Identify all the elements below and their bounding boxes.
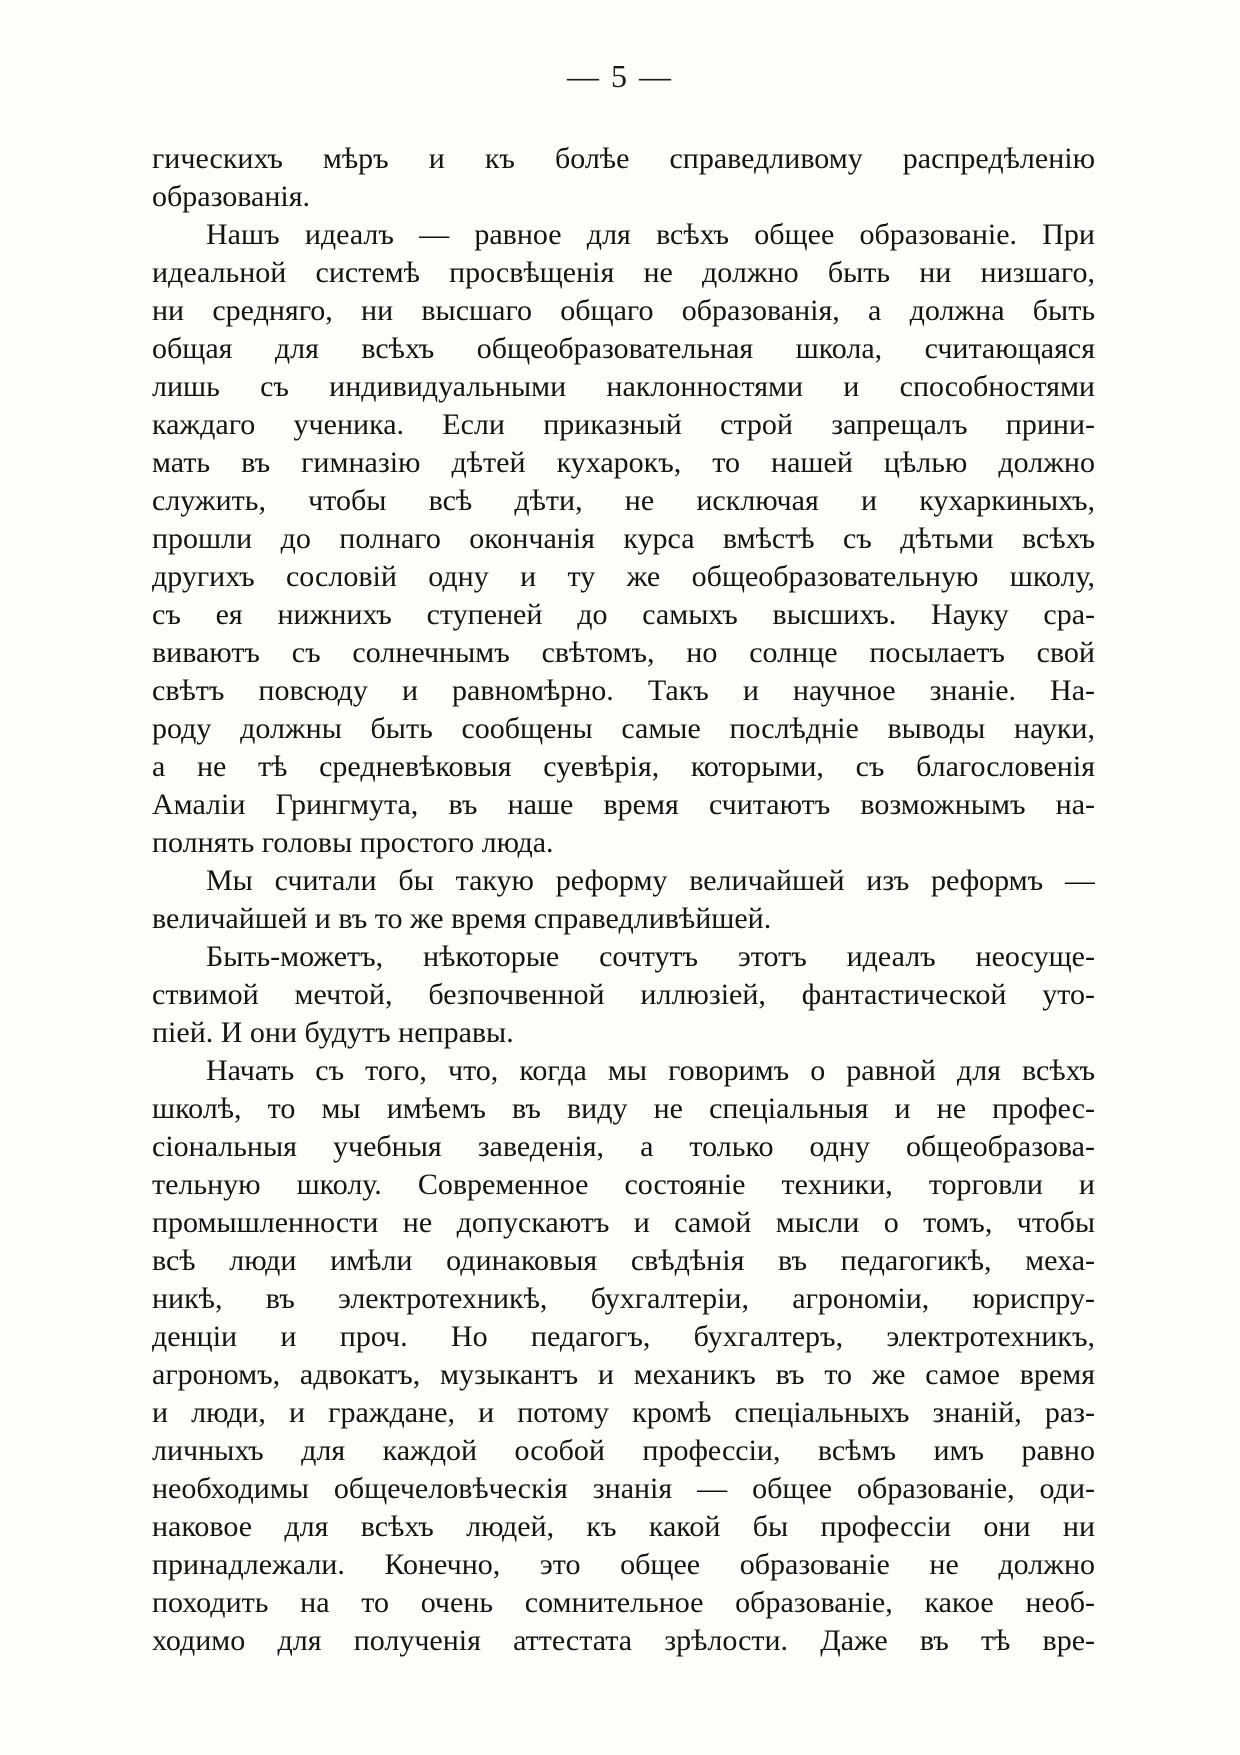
page-number: — 5 — [567, 58, 673, 94]
body-text [152, 140, 1095, 1660]
text-line: полнять головы простого люда. [152, 826, 554, 859]
text-line: промышленности не допускаютъ и самой мысли о томъ, чтобы [152, 1206, 1095, 1239]
text-line: Начать съ того, что, когда мы говоримъ о равной для всѣхъ [206, 1054, 1095, 1087]
text-line: другихъ сословій одну и ту же общеобразовательную школу, [152, 560, 1095, 593]
text-line: каждаго ученика. Если приказный строй запрещалъ прини- [152, 408, 1095, 441]
text-line: гическихъ мѣръ и къ болѣе справедливому распредѣленію [152, 142, 1095, 175]
text-line: виваютъ съ солнечнымъ свѣтомъ, но солнце посылаетъ свой [152, 636, 1095, 669]
text-line: денціи и проч. Но педагогъ, бухгалтеръ, электротехникъ, [152, 1320, 1095, 1353]
text-line: а не тѣ средневѣковыя суевѣрія, которыми, съ благословенія [152, 750, 1095, 783]
text-line: Амаліи Грингмута, въ наше время считаютъ возможнымъ на- [152, 788, 1095, 821]
text-line: лишь съ индивидуальными наклонностями и способностями [152, 370, 1095, 403]
text-line: никѣ, въ электротехникѣ, бухгалтеріи, агрономіи, юриспру- [152, 1282, 1095, 1315]
text-line: всѣ люди имѣли одинаковыя свѣдѣнія въ педагогикѣ, меха- [152, 1244, 1095, 1277]
text-line: ходимо для полученія аттестата зрѣлости. Даже въ тѣ вре- [152, 1624, 1095, 1657]
text-line: образованія. [152, 180, 311, 213]
text-line: личныхъ для каждой особой профессіи, всѣмъ имъ равно [152, 1434, 1095, 1467]
text-line: тельную школу. Современное состояніе техники, торговли и [152, 1168, 1095, 1201]
text-line: роду должны быть сообщены самые послѣдніе выводы науки, [152, 712, 1095, 745]
text-line: мать въ гимназію дѣтей кухарокъ, то нашей цѣлью должно [152, 446, 1095, 479]
text-line: Быть-можетъ, нѣкоторые сочтутъ этотъ идеалъ неосуще- [206, 940, 1095, 973]
text-line: идеальной системѣ просвѣщенія не должно быть ни низшаго, [152, 256, 1095, 289]
text-line: служить, чтобы всѣ дѣти, не исключая и кухаркиныхъ, [152, 484, 1095, 517]
text-line: общая для всѣхъ общеобразовательная школа, считающаяся [152, 332, 1095, 365]
text-line: наковое для всѣхъ людей, къ какой бы профессіи они ни [152, 1510, 1095, 1543]
text-line: свѣтъ повсюду и равномѣрно. Такъ и научное знаніе. На- [152, 674, 1095, 707]
text-line: школѣ, то мы имѣемъ въ виду не спеціальныя и не профес- [152, 1092, 1095, 1125]
text-line: необходимы общечеловѣческія знанія — общее образованіе, оди- [152, 1472, 1095, 1505]
text-line: и люди, и граждане, и потому кромѣ спеціальныхъ знаній, раз- [152, 1396, 1095, 1429]
text-line: прошли до полнаго окончанія курса вмѣстѣ съ дѣтьми всѣхъ [152, 522, 1095, 555]
text-line: сіональныя учебныя заведенія, а только одну общеобразова- [152, 1130, 1095, 1163]
text-line: принадлежали. Конечно, это общее образованіе не должно [152, 1548, 1095, 1581]
text-line: піей. И они будутъ неправы. [152, 1016, 514, 1049]
text-line: съ ея нижнихъ ступеней до самыхъ высшихъ. Науку сра- [152, 598, 1095, 631]
text-line: Мы считали бы такую реформу величайшей изъ реформъ — [206, 864, 1095, 897]
text-line: Нашъ идеалъ — равное для всѣхъ общее образованіе. При [206, 218, 1095, 251]
text-line: величайшей и въ то же время справедливѣйшей. [152, 902, 772, 935]
text-line: ствимой мечтой, безпочвенной иллюзіей, фантастической уто- [152, 978, 1095, 1011]
text-line: ни средняго, ни высшаго общаго образованія, а должна быть [152, 294, 1095, 327]
text-line: агрономъ, адвокатъ, музыкантъ и механикъ въ то же самое время [152, 1358, 1095, 1391]
text-line: походить на то очень сомнительное образованіе, какое необ- [152, 1586, 1095, 1619]
